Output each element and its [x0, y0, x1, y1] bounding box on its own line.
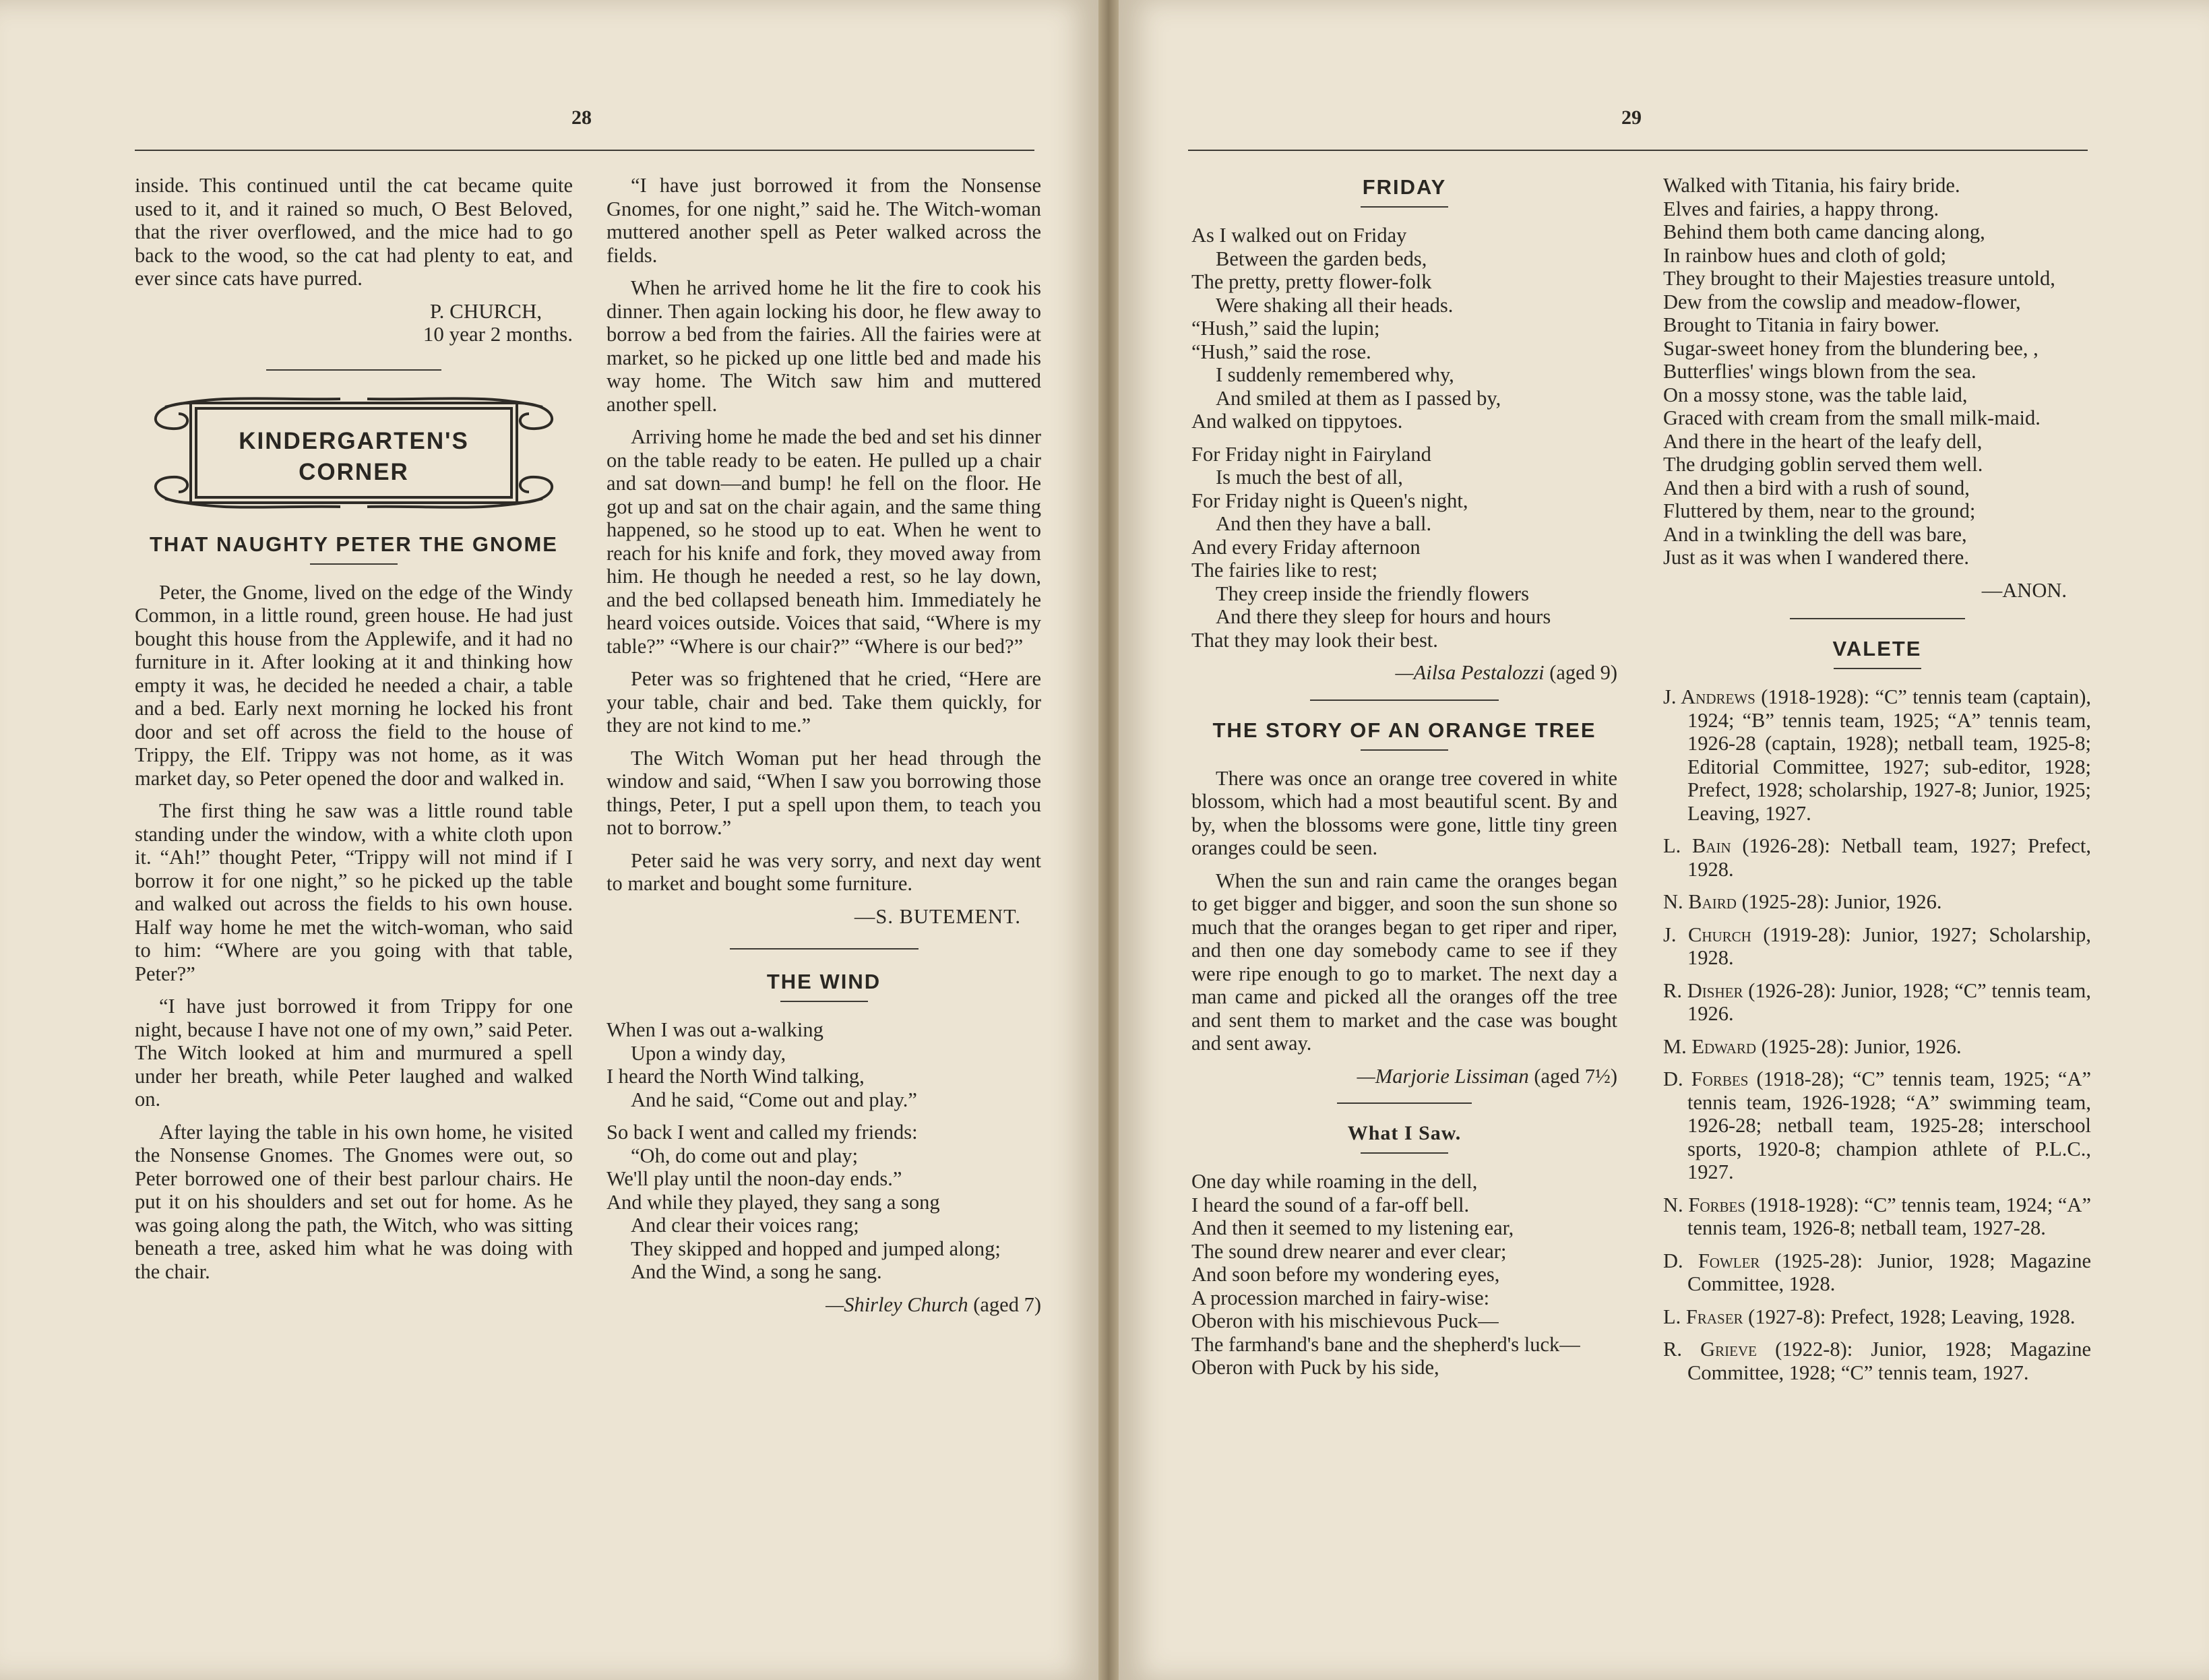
poem-line: And there in the heart of the leafy dell, — [1663, 429, 1983, 453]
kindergarten-banner — [138, 387, 569, 519]
header-rule — [135, 150, 1034, 151]
poem-stanza — [1191, 1170, 1617, 1379]
valete-entry — [1663, 1249, 2091, 1296]
poem-line: Is much the best of all, — [1216, 466, 1403, 489]
valete-entry — [1663, 890, 2091, 914]
valete-text: (1922-8): Junior, 1928; Magazine Committee, 1928; “C” tennis team, 1927. — [1687, 1338, 2091, 1384]
poem-line: Between the garden beds, — [1216, 247, 1427, 270]
poem-line: I heard the North Wind talking, — [606, 1065, 865, 1088]
poem-line: Walked with Titania, his fairy bride. — [1663, 174, 1960, 197]
valete-name: D. Forbes — [1663, 1067, 1749, 1090]
poem-stanza — [606, 1121, 1041, 1284]
poem-stanza — [1191, 443, 1617, 652]
poem-line: And smiled at them as I passed by, — [1216, 386, 1501, 410]
poem-age: (aged 9) — [1549, 661, 1617, 684]
valete-name: D. Fowler — [1663, 1249, 1760, 1272]
valete-entry — [1663, 979, 2091, 1026]
valete-title: VALETE — [1832, 637, 1922, 660]
story-age: (aged 7½) — [1534, 1064, 1617, 1088]
valete-name: L. Fraser — [1663, 1305, 1743, 1328]
poem-stanza — [606, 1018, 1041, 1111]
valete-text: (1925-28): Junior, 1926. — [1761, 1034, 1962, 1058]
valete-name: J. Church — [1663, 923, 1751, 946]
story-paragraph: After laying the table in his own home, he visited the Nonsense Gnomes. The Gnomes were out, so Peter borrowed one of their best parlour chairs. He put it on his shoulders and set out for home. As he was going along the path, the Witch, who was sitting beneath a tree, asked him what he was doing with the chair. — [135, 1120, 573, 1283]
right-column-1 — [1191, 174, 1617, 1389]
section-rule — [1337, 1102, 1472, 1104]
poem-line: And in a twinkling the dell was bare, — [1663, 522, 1967, 546]
poem-line: “Oh, do come out and play; — [631, 1144, 859, 1167]
poem-title: FRIDAY — [1362, 175, 1447, 199]
valete-text: (1926-28): Netball team, 1927; Prefect, 1928. — [1687, 834, 2091, 881]
poem-line: “Hush,” said the rose. — [1191, 340, 1371, 363]
valete-name: J. Andrews — [1663, 685, 1755, 708]
section-rule — [1310, 699, 1499, 701]
poem-line: When I was out a-walking — [606, 1018, 823, 1041]
poem-line: Oberon with Puck by his side, — [1191, 1356, 1439, 1379]
story-paragraph: The Witch Woman put her head through the window and said, “When I saw you borrowing those things, Peter, I put a spell upon them, to teach you not to borrow.” — [606, 746, 1041, 839]
poem-line: They brought to their Majesties treasure untold, — [1663, 267, 2055, 290]
right-page — [1119, 0, 2209, 1680]
author-age: 10 year 2 months. — [423, 322, 573, 346]
header-rule — [1188, 150, 2088, 151]
poem-line: We'll play until the noon-day ends.” — [606, 1167, 902, 1190]
story-paragraph: Peter was so frightened that he cried, “Here are your table, chair and bed. Take them quickly, for they are not kind to me.” — [606, 667, 1041, 737]
valete-text: (1925-28): Junior, 1926. — [1741, 890, 1942, 913]
story-paragraph: The first thing he saw was a little round table standing under the window, with a white cloth upon it. “Ah!” thought Peter, “Trippy will not mind if I borrow it for one night,” so he picked up the table and walked out across the fields to his own house. Half way home he met the witch-woman, who said to him: “Where are you going with that table, Peter?” — [135, 799, 573, 985]
poem-stanza — [1663, 174, 2091, 569]
poem-title: THE WIND — [766, 970, 881, 993]
poem-line: So back I went and called my friends: — [606, 1121, 918, 1144]
poem-line: Just as it was when I wandered there. — [1663, 546, 1969, 569]
valete-name: R. Disher — [1663, 978, 1743, 1002]
story-paragraph: Arriving home he made the bed and set his dinner on the table ready to be eaten. He pulled up a chair and sat down—and bump! he fell on the floor. He got up and sat on the chair again, and the same thing happened, so he stood up to eat. When he went to reach for his knife and fork, they moved away from him. He though he needed a rest, so he lay down, and the bed collapsed beneath him. Immediately he heard voices outside. Voices that said, “Where is my table?” “Where is our chair?” “Where is our bed?” — [606, 425, 1041, 658]
poem-line: And clear their voices rang; — [631, 1214, 859, 1237]
poem-line: They creep inside the friendly flowers — [1216, 582, 1529, 605]
story-credit — [1191, 1065, 1617, 1088]
valete-name: L. Bain — [1663, 834, 1731, 857]
poem-line: Graced with cream from the small milk-maid. — [1663, 406, 2041, 429]
story-title: THAT NAUGHTY PETER THE GNOME — [150, 532, 558, 556]
story-paragraph: When he arrived home he lit the fire to cook his dinner. Then again locking his door, he flew away to borrow a bed from the fairies. All the fairies were at market, so he picked up one little bed and made his way home. The Witch saw him and muttered another spell. — [606, 276, 1041, 416]
valete-text: (1918-1928): “C” tennis team (captain), 1924; “B” tennis team, 1925; “A” tennis team, 1926-28 (captain, 1928); netball team, 1925-8; Editorial Committee, 1927; sub-editor, 1928; Prefect, 1928; scholarship, 1927-8; Junior, 1925; Leaving, 1927. — [1687, 685, 2091, 825]
banner-text — [138, 426, 569, 488]
book-gutter — [1098, 0, 1119, 1680]
poem-line: The sound drew nearer and ever clear; — [1191, 1239, 1507, 1263]
story-title: THE STORY OF AN ORANGE TREE — [1212, 718, 1596, 742]
poem-line: Butterflies' wings blown from the sea. — [1663, 360, 1977, 383]
valete-entry — [1663, 834, 2091, 881]
poem-line: And then they have a ball. — [1216, 512, 1432, 535]
story-paragraph: Peter said he was very sorry, and next day went to market and bought some furniture. — [606, 848, 1041, 895]
poem-line: And the Wind, a song he sang. — [631, 1260, 882, 1283]
poem-line: And then it seemed to my listening ear, — [1191, 1216, 1514, 1239]
section-rule — [730, 948, 919, 950]
story-signature: —S. BUTEMENT. — [854, 904, 1021, 928]
story-paragraph: There was once an orange tree covered in white blossom, which had a most beautiful scent. By and by, when the blossoms were gone, little tiny green oranges could be seen. — [1191, 766, 1617, 859]
section-rule — [266, 369, 441, 371]
poem-line: Dew from the cowslip and meadow-flower, — [1663, 290, 2021, 313]
story-paragraph: Peter, the Gnome, lived on the edge of the Windy Common, in a little round, green house. He had just bought this house from the Applewife, and it had no furniture in it. After looking at it and thinking how empty it was, he decided he needed a chair, a table and a bed. Early next morning he locked his front door and set off across the field to the house of Trippy, the Elf. Trippy was not home, as it was market day, so Peter opened the door and walked in. — [135, 580, 573, 790]
poem-credit — [606, 1293, 1041, 1317]
story-author: —Marjorie Lissiman — [1357, 1064, 1529, 1088]
poem-line: And every Friday afternoon — [1191, 535, 1421, 559]
valete-text: (1927-8): Prefect, 1928; Leaving, 1928. — [1748, 1305, 2076, 1328]
poem-stanza — [1191, 224, 1617, 433]
valete-text: (1918-1928): “C” tennis team, 1924; “A” tennis team, 1926-8; netball team, 1927-28. — [1687, 1193, 2091, 1239]
valete-entry — [1663, 1035, 2091, 1059]
right-column-2 — [1663, 174, 2091, 1394]
poem-line: The farmhand's bane and the shepherd's luck— — [1191, 1332, 1580, 1356]
banner-line-1: KINDERGARTEN'S — [239, 427, 469, 454]
left-column-1 — [135, 174, 573, 1293]
valete-name: N. Forbes — [1663, 1193, 1746, 1216]
valete-text: (1925-28): Junior, 1928; Magazine Committee, 1928. — [1687, 1249, 2091, 1295]
poem-line: They skipped and hopped and jumped along; — [631, 1237, 1001, 1260]
title-rule — [1834, 668, 1921, 669]
valete-name: R. Grieve — [1663, 1338, 1757, 1361]
poem-credit — [1191, 661, 1617, 685]
valete-text: (1918-28); “C” tennis team, 1925; “A” tennis team, 1926-1928; “A” swimming team, 1926-28; netball team, 1925-28; interschool sports, 1920-8; champion athlete of P.L.C., 1927. — [1687, 1067, 2091, 1183]
left-column-2 — [606, 174, 1041, 1323]
poem-title: What I Saw. — [1347, 1122, 1462, 1144]
story-paragraph: When the sun and rain came the oranges began to get bigger and bigger, and soon the sun shone so much that the oranges began to get riper and riper, and then one day somebody came to see if they were ripe enough to go to market. The next day a man came and picked all the oranges off the tree and sent them to market and the case was bought and sent away. — [1191, 869, 1617, 1055]
poem-line: That they may look their best. — [1191, 628, 1438, 652]
poem-line: As I walked out on Friday — [1191, 224, 1407, 247]
story-paragraph: “I have just borrowed it from Trippy for one night, because I have not one of my own,” said Peter. The Witch looked at him and murmured a spell under her breath, while Peter laughed and walked on. — [135, 995, 573, 1111]
title-rule — [1361, 206, 1448, 208]
left-page — [0, 0, 1098, 1680]
valete-entry — [1663, 923, 2091, 970]
poem-line: And he said, “Come out and play.” — [631, 1088, 917, 1111]
valete-entry — [1663, 1338, 2091, 1384]
page-number: 29 — [1621, 106, 1642, 129]
poem-line: Fluttered by them, near to the ground; — [1663, 499, 1976, 522]
valete-list — [1663, 685, 2091, 1384]
poem-line: For Friday night is Queen's night, — [1191, 489, 1468, 512]
poem-line: For Friday night in Fairyland — [1191, 442, 1431, 466]
poem-line: “Hush,” said the lupin; — [1191, 317, 1380, 340]
poem-author: —Shirley Church — [826, 1293, 968, 1316]
poem-line: Upon a windy day, — [631, 1041, 786, 1065]
valete-entry — [1663, 685, 2091, 825]
author-name: P. CHURCH, — [429, 299, 542, 323]
poem-line: The pretty, pretty flower-folk — [1191, 270, 1432, 293]
poem-line: In rainbow hues and cloth of gold; — [1663, 243, 1947, 267]
poem-line: The fairies like to rest; — [1191, 559, 1378, 582]
poem-line: I heard the sound of a far-off bell. — [1191, 1193, 1470, 1216]
page-number: 28 — [571, 106, 592, 129]
poem-line: The drudging goblin served them well. — [1663, 453, 1983, 476]
poem-line: A procession marched in fairy-wise: — [1191, 1286, 1490, 1309]
valete-entry — [1663, 1305, 2091, 1329]
poem-line: And walked on tippytoes. — [1191, 410, 1403, 433]
poem-line: Were shaking all their heads. — [1216, 293, 1454, 317]
poem-line: And soon before my wondering eyes, — [1191, 1263, 1500, 1286]
valete-name: M. Edward — [1663, 1034, 1756, 1058]
title-rule — [310, 563, 398, 565]
poem-line: Elves and fairies, a happy throng. — [1663, 197, 1939, 220]
section-rule — [1790, 618, 1965, 619]
valete-name: N. Baird — [1663, 890, 1737, 913]
poem-line: Sugar-sweet honey from the blundering bee, , — [1663, 336, 2039, 360]
poem-line: And then a bird with a rush of sound, — [1663, 476, 1970, 499]
banner-line-2: CORNER — [299, 458, 409, 485]
poem-signature: —ANON. — [1981, 578, 2067, 602]
valete-entry — [1663, 1193, 2091, 1240]
title-rule — [1361, 749, 1448, 751]
poem-line: On a mossy stone, was the table laid, — [1663, 383, 1968, 406]
valete-entry — [1663, 1067, 2091, 1184]
valete-text: (1919-28): Junior, 1927; Scholarship, 1928. — [1687, 923, 2091, 969]
author-credit — [135, 300, 573, 346]
poem-line: One day while roaming in the dell, — [1191, 1170, 1478, 1193]
poem-line: And there they sleep for hours and hours — [1216, 605, 1551, 628]
story-paragraph: “I have just borrowed it from the Nonsense Gnomes, for one night,” said he. The Witch-woman muttered another spell as Peter walked across the fields. — [606, 174, 1041, 267]
story-conclusion: inside. This continued until the cat became quite used to it, and it rained so much, O Best Beloved, that the river overflowed, and the mice had to go back to the wood, so the cat had plenty to eat, and ever since cats have purred. — [135, 174, 573, 290]
poem-line: I suddenly remembered why, — [1216, 363, 1454, 386]
poem-age: (aged 7) — [973, 1293, 1041, 1316]
title-rule — [1361, 1152, 1448, 1154]
poem-line: Behind them both came dancing along, — [1663, 220, 1985, 243]
poem-line: Oberon with his mischievous Puck— — [1191, 1309, 1499, 1332]
poem-line: Brought to Titania in fairy bower. — [1663, 313, 1940, 336]
poem-line: And while they played, they sang a song — [606, 1190, 940, 1214]
poem-author: —Ailsa Pestalozzi — [1395, 661, 1545, 684]
valete-text: (1926-28): Junior, 1928; “C” tennis team, 1926. — [1687, 978, 2091, 1025]
title-rule — [780, 1001, 868, 1002]
